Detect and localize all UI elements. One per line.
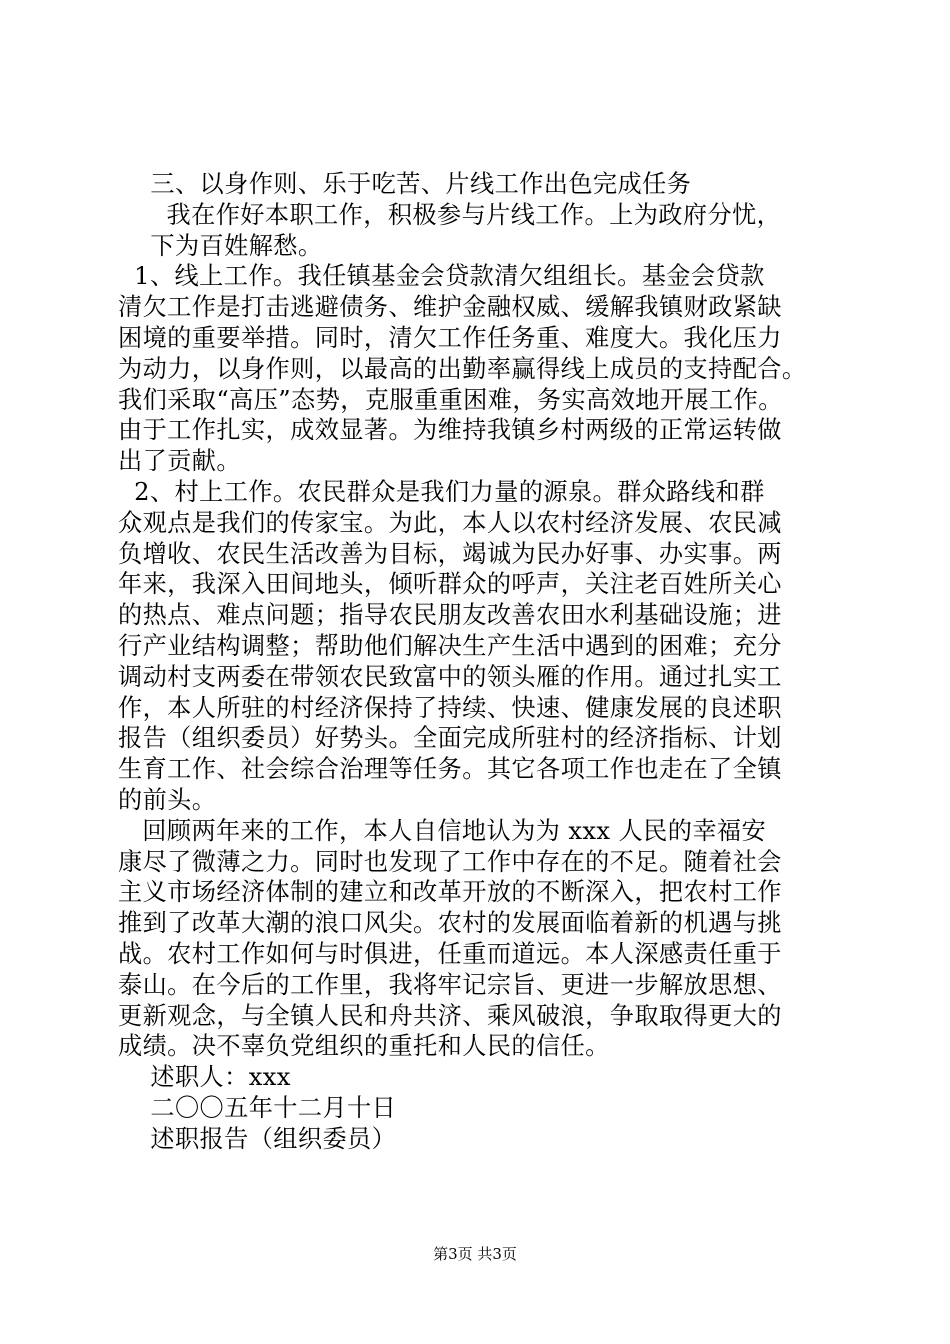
document-body [118,169,838,1155]
paragraph-line: 出了贡献。 [118,447,241,476]
paragraph-line: 报告（组织委员）好势头。全面完成所驻村的经济指标、计划 [118,724,782,753]
paragraph-line: 成绩。决不辜负党组织的重托和人民的信任。 [118,1032,610,1061]
paragraph-line: 2、村上工作。农民群众是我们力量的源泉。群众路线和群 [118,477,765,506]
paragraph-line: 的前头。 [118,785,217,814]
paragraph-line: 调动村支两委在带领农民致富中的领头雁的作用。通过扎实工 [118,662,782,691]
signature-date: 二〇〇五年十二月十日 [118,1093,397,1122]
paragraph-line: 负增收、农民生活改善为目标，竭诚为民办好事、办实事。两 [118,539,782,568]
paragraph-line: 的热点、难点问题；指导农民朋友改善农田水利基础设施；进 [118,601,782,630]
paragraph-line: 康尽了微薄之力。同时也发现了工作中存在的不足。随着社会 [118,847,782,876]
paragraph-line: 年来，我深入田间地头，倾听群众的呼声，关注老百姓所关心 [118,570,782,599]
page-number-footer: 第3页 共3页 [433,1245,517,1263]
paragraph-line: 由于工作扎实，成效显著。为维持我镇乡村两级的正常运转做 [118,416,782,445]
signature-name: 述职人：xxx [118,1063,291,1092]
paragraph-line: 生育工作、社会综合治理等任务。其它各项工作也走在了全镇 [118,755,782,784]
paragraph-line: 众观点是我们的传家宝。为此，本人以农村经济发展、农民减 [118,508,782,537]
paragraph-line: 推到了改革大潮的浪口风尖。农村的发展面临着新的机遇与挑 [118,909,782,938]
paragraph-line: 我在作好本职工作，积极参与片线工作。上为政府分忧， [118,200,782,229]
paragraph-line: 1、线上工作。我任镇基金会贷款清欠组组长。基金会贷款 [118,262,765,291]
paragraph-line: 清欠工作是打击逃避债务、维护金融权威、缓解我镇财政紧缺 [118,293,782,322]
paragraph-line: 主义市场经济体制的建立和改革开放的不断深入，把农村工作 [118,878,782,907]
paragraph-line: 下为百姓解愁。 [118,231,323,260]
paragraph-line: 泰山。在今后的工作里，我将牢记宗旨、更进一步解放思想、 [118,970,782,999]
document-title-line: 述职报告（组织委员） [118,1124,397,1153]
paragraph-line: 困境的重要举措。同时，清欠工作任务重、难度大。我化压力 [118,323,782,352]
paragraph-line: 作，本人所驻的村经济保持了持续、快速、健康发展的良述职 [118,693,782,722]
paragraph-line: 更新观念，与全镇人民和舟共济、乘风破浪，争取取得更大的 [118,1001,782,1030]
paragraph-line: 为动力，以身作则，以最高的出勤率赢得线上成员的支持配合。 [118,354,807,383]
paragraph-line: 我们采取“高压”态势，克服重重困难，务实高效地开展工作。 [118,385,783,414]
paragraph-line: 回顾两年来的工作，本人自信地认为为 xxx 人民的幸福安 [118,816,767,845]
paragraph-line: 行产业结构调整；帮助他们解决生产生活中遇到的困难；充分 [118,631,782,660]
section-heading: 三、以身作则、乐于吃苦、片线工作出色完成任务 [118,170,692,198]
paragraph-line: 战。农村工作如何与时俱进，任重而道远。本人深感责任重于 [118,939,782,968]
